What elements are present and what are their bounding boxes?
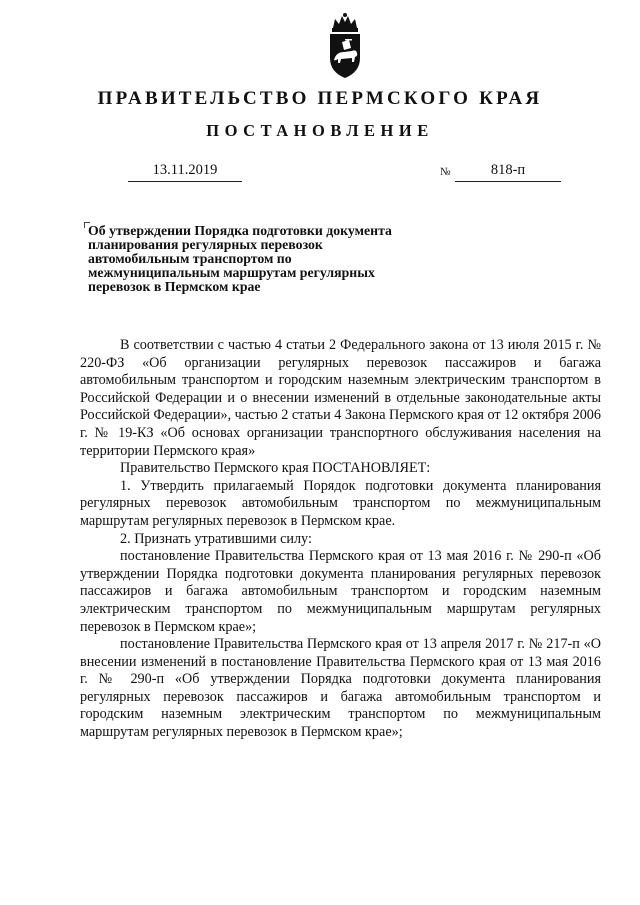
- body-paragraph: постановление Правительства Пермского края от 13 апреля 2017 г. № 217-п «О внесении изменений в постановление Правительства Пермского края от 13 мая 2016 г. № 290-п «Об утверждении Порядка подготовки документа планирования регулярных перевозок пассажиров и багажа автомобильным транспортом и городским наземным электрическим транспортом по межмуниципальным маршрутам регулярных перевозок в Пермском крае»;: [80, 636, 601, 741]
- body-paragraph: Правительство Пермского края ПОСТАНОВЛЯЕТ:: [120, 460, 431, 477]
- body-paragraph: 1. Утвердить прилагаемый Порядок подготовки документа планирования регулярных перевозок автомобильным транспортом по межмуниципальным маршрутам регулярных перевозок в Пермском крае.: [80, 477, 601, 529]
- document-number: 818-п: [455, 162, 561, 182]
- body-paragraph: 2. Признать утратившими силу:: [120, 530, 312, 547]
- number-field: [455, 162, 561, 182]
- document-type: ПОСТАНОВЛЕНИЕ: [206, 121, 434, 140]
- document-subject: Об утверждении Порядка подготовки документа планирования регулярных перевозок автомобильным транспортом по межмуниципальным маршрутам регулярных перевозок в Пермском крае: [88, 223, 392, 294]
- body-paragraph: постановление Правительства Пермского края от 13 мая 2016 г. № 290-п «Об утверждении Порядка подготовки документа планирования регулярных перевозок пассажиров и багажа автомобильным транспортом и городским наземным электрическим транспортом по межмуниципальным маршрутам регулярных перевозок в Пермском крае»;: [80, 548, 601, 635]
- coat-of-arms-icon: [325, 12, 365, 80]
- document-body: [80, 337, 601, 742]
- document-date: 13.11.2019: [128, 162, 242, 182]
- body-paragraph: В соответствии с частью 4 статьи 2 Федерального закона от 13 июля 2015 г. № 220-ФЗ «Об организации регулярных перевозок пассажиров и багажа автомобильным транспортом и городским наземным электрическим транспортом в Российской Федерации и о внесении изменений в отдельные законодательные акты Российской Федерации», частью 2 статьи 4 Закона Пермского края от 12 октября 2006 г. № 19-КЗ «Об основах организации транспортного обслуживания населения на территории Пермского края»: [80, 337, 601, 459]
- date-field: [128, 162, 242, 182]
- government-title: ПРАВИТЕЛЬСТВО ПЕРМСКОГО КРАЯ: [97, 88, 543, 109]
- number-label: №: [440, 166, 451, 178]
